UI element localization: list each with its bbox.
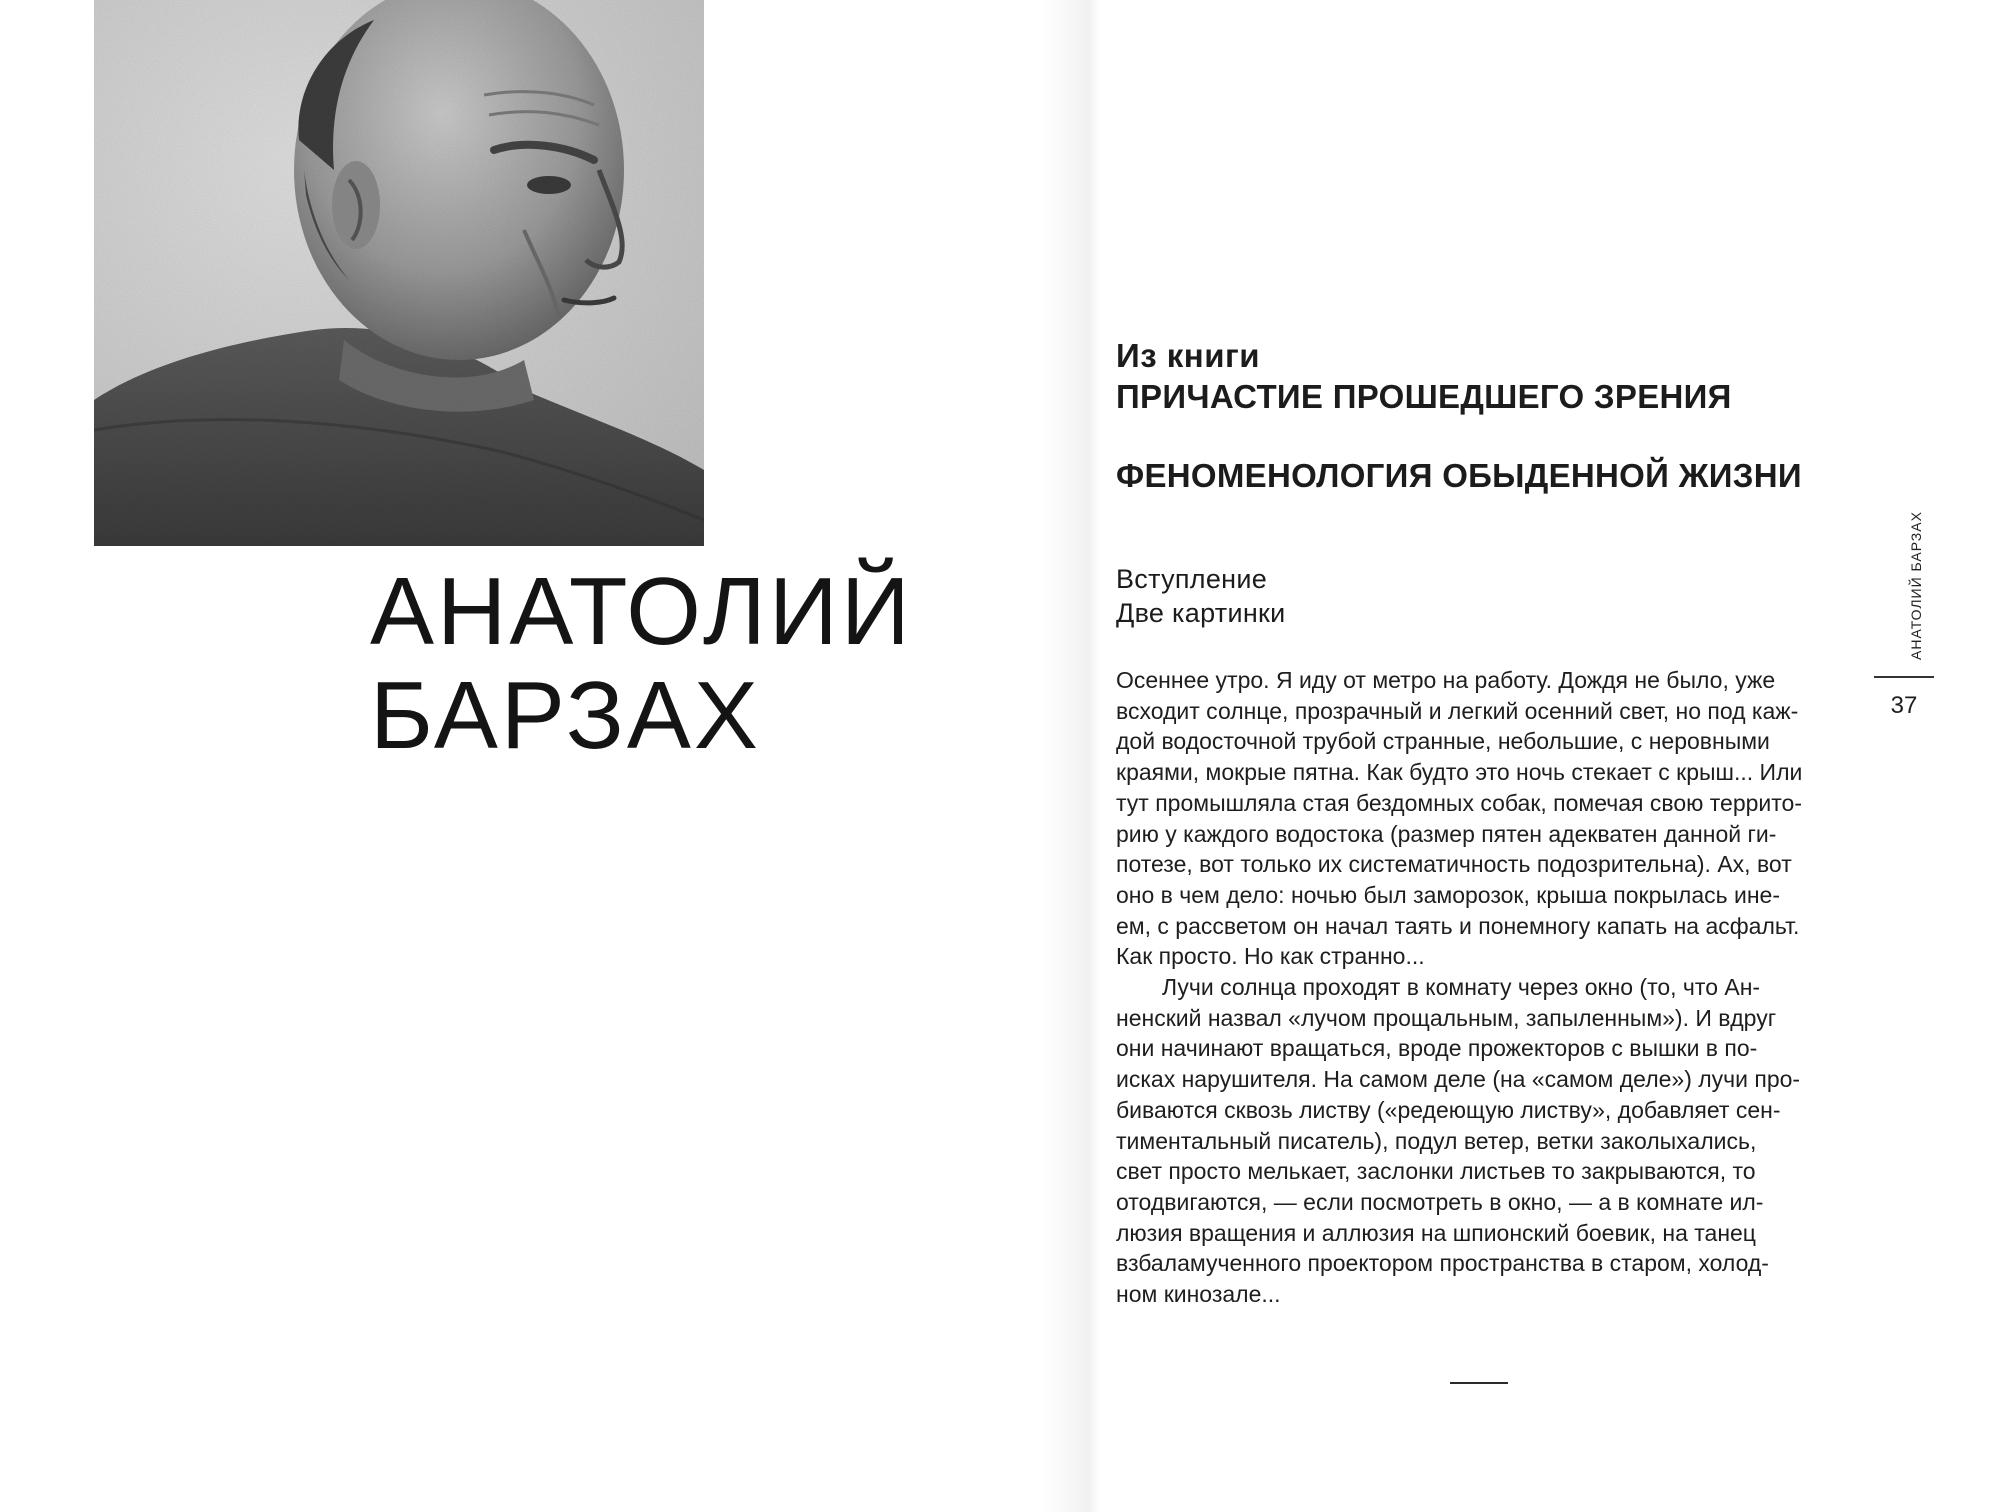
paragraph-1-line: дой водосточной трубой странные, небольшие, с неровными <box>1116 728 1770 755</box>
paragraph-1-line: оно в чем дело: ночью был заморозок, крыша покрылась ине- <box>1116 881 1780 908</box>
paragraph-1-line: рию у каждого водостока (размер пятен адекватен данной ги- <box>1116 820 1777 847</box>
paragraph-2-line: исках нарушителя. На самом деле (на «самом деле») лучи про- <box>1116 1066 1801 1093</box>
page-number: 37 <box>1890 692 1918 719</box>
paragraph-2-line: они начинают вращаться, вроде прожекторов с вышки в по- <box>1116 1035 1758 1062</box>
running-head-text: АНАТОЛИЙ БАРЗАХ <box>1908 511 1924 660</box>
author-last-name: БАРЗАХ <box>370 662 761 769</box>
paragraph-2-line: ненский назвал «лучом прощальным, запыленным»). И вдруг <box>1116 1004 1777 1031</box>
heading-from-book: Из книги <box>1116 337 1261 374</box>
author-name <box>370 560 913 768</box>
folio-rule <box>1874 676 1934 678</box>
paragraph-2-line: ном кинозале... <box>1116 1281 1281 1308</box>
portrait-illustration <box>94 0 704 546</box>
paragraph-2-line: тиментальный писатель), подул ветер, ветки заколыхались, <box>1116 1127 1757 1154</box>
subheading-line-2: Две картинки <box>1116 598 1286 628</box>
subheading-line-1: Вступление <box>1116 564 1268 594</box>
paragraph-2-line: отодвигаются, — если посмотреть в окно, — а в комнате ил- <box>1116 1188 1764 1215</box>
chapter-subheading <box>1116 562 1286 630</box>
paragraph-1-line: Как просто. Но как странно... <box>1116 943 1425 970</box>
paragraph-1-line: ем, с рассветом он начал таять и понемногу капать на асфальт. <box>1116 912 1800 939</box>
paragraph-2-line: биваются сквозь листву («редеющую листву», добавляет сен- <box>1116 1096 1781 1123</box>
paragraph-1-line: всходит солнце, прозрачный и легкий осенний свет, но под каж- <box>1116 697 1799 724</box>
paragraph-1-line: краями, мокрые пятна. Как будто это ночь стекает с крыш... Или <box>1116 759 1803 786</box>
section-end-rule <box>1450 1382 1508 1384</box>
paragraph-2-line: Лучи солнца проходят в комнату через окно (то, что Ан- <box>1162 974 1761 1001</box>
running-head <box>1904 511 1934 660</box>
paragraph-2-line: взбаламученного проектором пространства в старом, холод- <box>1116 1250 1769 1277</box>
book-title: ПРИЧАСТИЕ ПРОШЕДШЕГО ЗРЕНИЯ <box>1116 378 1732 415</box>
paragraph-1-line: тут промышляла стая бездомных собак, помечая свою террито- <box>1116 789 1802 816</box>
body-text <box>1116 665 1851 1310</box>
paragraph-2-line: свет просто мелькает, заслонки листьев то закрываются, то <box>1116 1158 1756 1185</box>
paragraph-1-line: потезе, вот только их систематичность подозрительна). Ах, вот <box>1116 851 1792 878</box>
paragraph-2-line: люзия вращения и аллюзия на шпионский боевик, на танец <box>1116 1219 1756 1246</box>
paragraph-1-line: Осеннее утро. Я иду от метро на работу. Дождя не было, уже <box>1116 667 1776 693</box>
author-portrait-photo <box>94 0 704 546</box>
author-first-name: АНАТОЛИЙ <box>370 558 913 665</box>
section-title: ФЕНОМЕНОЛОГИЯ ОБЫДЕННОЙ ЖИЗНИ <box>1116 457 1802 494</box>
page-fold <box>1040 0 1100 1512</box>
